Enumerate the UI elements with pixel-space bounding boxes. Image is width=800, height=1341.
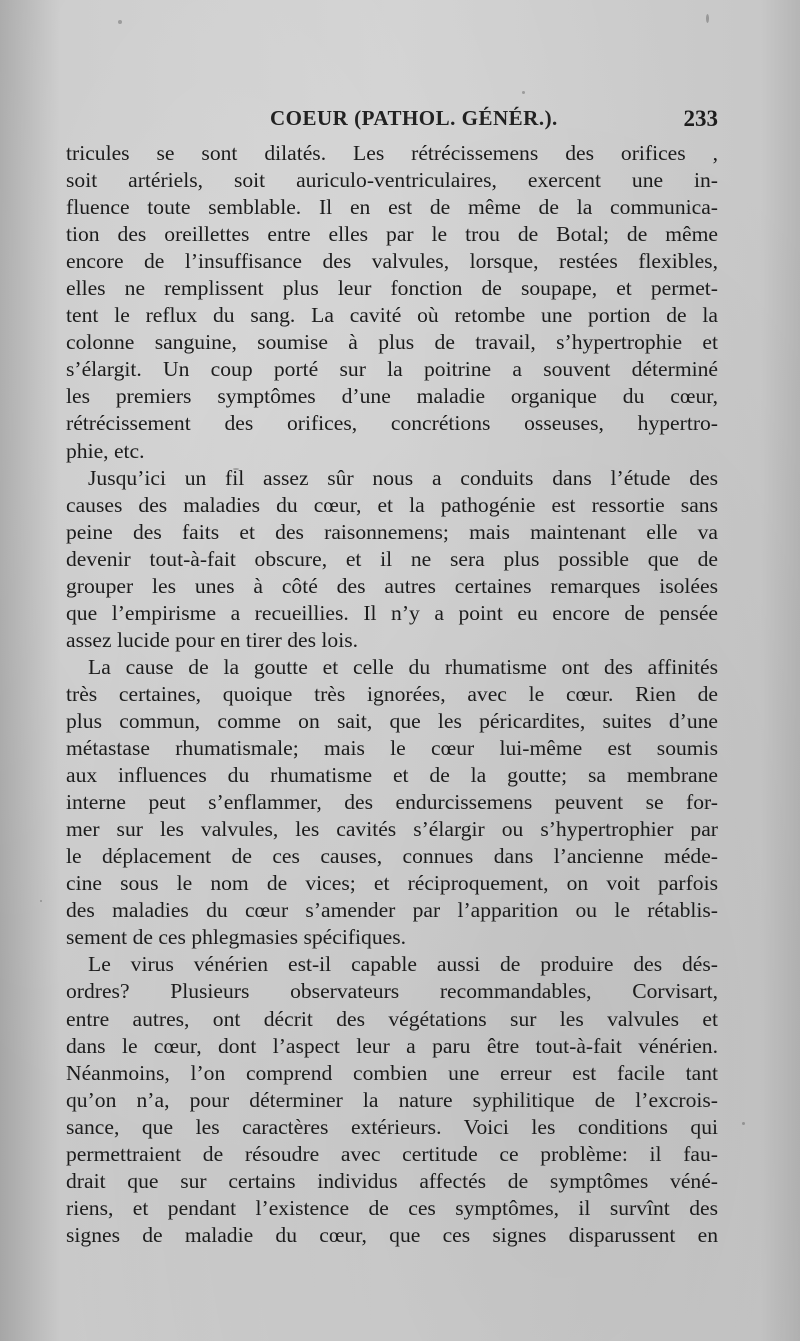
text-line: interne peut s’enflammer, des endurcissemens peuvent se for- [66,790,718,815]
text-line: les premiers symptômes d’une maladie organique du cœur, [66,384,718,409]
text-line: s’élargit. Un coup porté sur la poitrine a souvent déterminé [66,357,718,382]
text-line: que l’empirisme a recueillies. Il n’y a point eu encore de pensée [66,600,718,625]
text-line: colonne sanguine, soumise à plus de travail, s’hypertrophie et [66,330,718,355]
paragraph-start-line: Le virus vénérien est-il capable aussi de produire des dés- [88,952,718,977]
text-line: qu’on n’a, pour déterminer la nature syphilitique de l’excrois- [66,1087,718,1112]
text-line: cine sous le nom de vices; et réciproquement, on voit parfois [66,871,718,896]
text-line: soit artériels, soit auriculo-ventriculaires, exercent une in- [66,168,718,193]
text-line: devenir tout-à-fait obscure, et il ne sera plus possible que de [66,546,718,571]
page-number: 233 [683,106,718,131]
text-line: aux influences du rhumatisme et de la goutte; sa membrane [66,763,718,788]
text-line: tion des oreillettes entre elles par le trou de Botal; de même [66,222,718,247]
text-line: drait que sur certains individus affectés de symptômes véné- [66,1168,718,1193]
text-line: assez lucide pour en tirer des lois. [66,627,359,652]
paragraph-start-line: La cause de la goutte et celle du rhumatisme ont des affinités [88,654,718,679]
text-line: peine des faits et des raisonnemens; mais maintenant elle va [66,519,718,544]
text-line: causes des maladies du cœur, et la pathogénie est ressortie sans [66,492,718,517]
text-line: rétrécissement des orifices, concrétions osseuses, hypertro- [66,411,718,436]
text-line: des maladies du cœur s’amender par l’apparition ou le rétablis- [66,898,718,923]
text-line: métastase rhumatismale; mais le cœur lui-même est soumis [66,736,718,761]
text-line: sance, que les caractères extérieurs. Voici les conditions qui [66,1114,718,1139]
text-line: très certaines, quoique très ignorées, avec le cœur. Rien de [66,681,718,706]
text-line: entre autres, ont décrit des végétations sur les valvules et [66,1006,718,1031]
text-line: mer sur les valvules, les cavités s’élargir ou s’hypertrophier par [66,817,718,842]
text-line: tent le reflux du sang. La cavité où retombe une portion de la [66,303,718,328]
text-line: le déplacement de ces causes, connues dans l’ancienne méde- [66,844,718,869]
text-line: encore de l’insuffisance des valvules, lorsque, restées flexibles, [66,249,718,274]
paper-speck [233,468,239,470]
paper-speck [742,1122,745,1125]
paper-speck [118,20,122,24]
text-line: permettraient de résoudre avec certitude ce problème: il fau- [66,1141,718,1166]
paragraph-start-line: Jusqu’ici un fil assez sûr nous a conduits dans l’étude des [88,465,718,490]
text-line: plus commun, comme on sait, que les péricardites, suites d’une [66,708,718,733]
text-line: riens, et pendant l’existence de ces symptômes, il survînt des [66,1195,718,1220]
running-head: COEUR (PATHOL. GÉNÉR.). [270,106,558,130]
text-line: sement de ces phlegmasies spécifiques. [66,925,406,950]
body-text [66,140,718,1249]
text-line: ordres? Plusieurs observateurs recommandables, Corvisart, [66,979,718,1004]
text-line: Néanmoins, l’on comprend combien une erreur est facile tant [66,1060,718,1085]
text-line: signes de maladie du cœur, que ces signes disparussent en [66,1222,718,1247]
page-header [66,106,718,136]
text-line: grouper les unes à côté des autres certaines remarques isolées [66,573,718,598]
text-line: fluence toute semblable. Il en est de même de la communica- [66,195,718,220]
text-line: tricules se sont dilatés. Les rétrécissemens des orifices , [66,141,718,165]
paper-speck [522,91,525,94]
text-line: dans le cœur, dont l’aspect leur a paru être tout-à-fait vénérien. [66,1033,718,1058]
paper-speck [40,900,42,902]
text-line: elles ne remplissent plus leur fonction de soupape, et permet- [66,276,718,301]
text-line: phie, etc. [66,438,145,463]
paper-speck [706,14,709,23]
